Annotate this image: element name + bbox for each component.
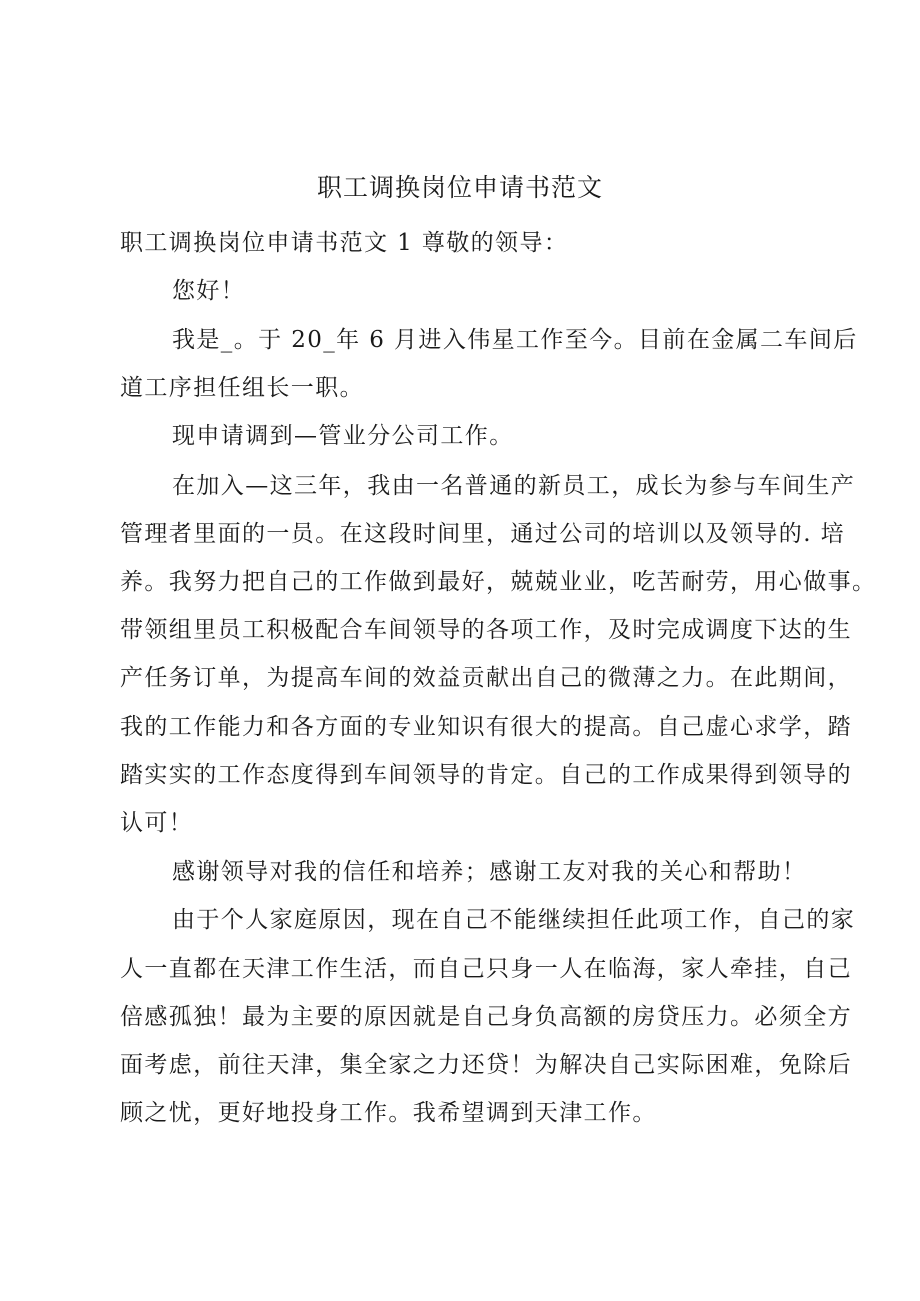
body-line: 我是_。于 20_年 6 月进入伟星工作至今。目前在金属二车间后 (172, 327, 858, 353)
body-line: 养。我努力把自己的工作做到最好，兢兢业业，吃苦耐劳，用心做事。 (120, 569, 877, 595)
body-line: 人一直都在天津工作生活，而自己只身一人在临海，家人牵挂，自己 (120, 956, 852, 982)
body-line: 在加入—这三年，我由一名普通的新员工，成长为参与车间生产 (172, 473, 856, 499)
body-line: 管理者里面的一员。在这段时间里，通过公司的培训以及领导的. 培 (120, 521, 846, 547)
body-line: 我的工作能力和各方面的专业知识有很大的提高。自己虚心求学，踏 (120, 714, 852, 740)
body-line: 踏实实的工作态度得到车间领导的肯定。自己的工作成果得到领导的 (120, 762, 852, 788)
body-line: 道工序担任组长一职。 (120, 375, 364, 401)
body-line: 倍感孤独！最为主要的原因就是自己身负高额的房贷压力。必须全方 (120, 1004, 852, 1030)
salutation-line: 职工调换岗位申请书范文 1 尊敬的领导： (120, 230, 569, 256)
body-line: 顾之忧，更好地投身工作。我希望调到天津工作。 (120, 1100, 657, 1126)
body-line: 面考虑，前往天津，集全家之力还贷！为解决自己实际困难，免除后 (120, 1052, 852, 1078)
greeting-line: 您好！ (172, 278, 246, 304)
document-title: 职工调换岗位申请书范文 (316, 173, 603, 202)
body-line: 产任务订单，为提高车间的效益贡献出自己的微薄之力。在此期间， (120, 665, 852, 691)
body-line: 由于个人家庭原因，现在自己不能继续担任此项工作，自己的家 (172, 907, 856, 933)
body-line: 现申请调到—管业分公司工作。 (172, 423, 514, 449)
body-line: 带领组里员工积极配合车间领导的各项工作，及时完成调度下达的生 (120, 617, 852, 643)
body-line: 认可！ (120, 810, 194, 836)
body-line: 感谢领导对我的信任和培养；感谢工友对我的关心和帮助！ (172, 859, 807, 885)
